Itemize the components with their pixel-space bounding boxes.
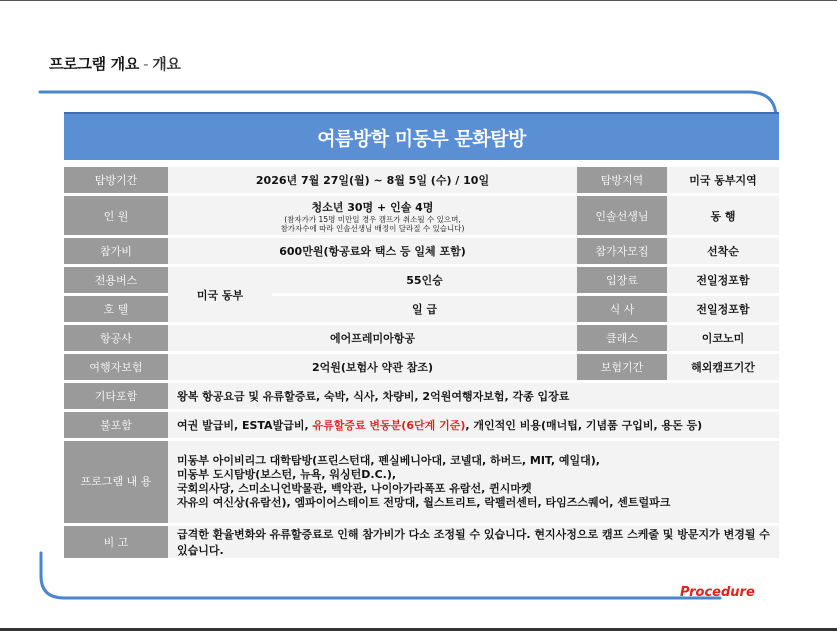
value-excluded	[168, 412, 779, 438]
label-period: 탐방기간	[64, 167, 168, 193]
row-included	[64, 383, 779, 409]
title-main: 프로그램 개요	[49, 55, 140, 73]
value-remarks: 급격한 환율변화와 유류할증료로 인해 참가비가 다소 조정될 수 있습니다. 현지사정으로 캠프 스케줄 및 방문지가 변경될 수 있습니다.	[168, 526, 779, 558]
program-info-card	[64, 112, 779, 566]
program-banner-title: 여름방학 미동부 문화탐방	[64, 112, 779, 160]
label-fee: 참가비	[64, 238, 168, 264]
value-bus: 55인승	[272, 267, 577, 293]
value-insurance: 2억원(보험사 약관 참조)	[168, 354, 577, 380]
value-escort: 동 행	[667, 196, 779, 235]
program-line: 미동부 아이비리그 대학탐방(프린스턴대, 펜실베니아대, 코넬대, 하버드, MIT, 예일대),	[177, 454, 600, 467]
program-line: 미동부 도시탐방(보스턴, 뉴욕, 워싱턴D.C.),	[177, 468, 397, 481]
value-period: 2026년 7월 27일(월) ~ 8월 5일 (수) / 10일	[168, 167, 577, 193]
row-insurance	[64, 354, 779, 380]
row-bus	[64, 267, 779, 293]
label-region: 탐방지역	[577, 167, 667, 193]
program-line: 국회의사당, 스미소니언박물관, 백악관, 나이아가라폭포 유람선, 퀸시마켓	[177, 482, 532, 495]
value-airline: 에어프레미아항공	[168, 325, 577, 351]
label-remarks: 비 고	[64, 526, 168, 558]
excluded-text-pre: 여권 발급비, ESTA발급비,	[177, 419, 309, 432]
label-included: 기타포함	[64, 383, 168, 409]
row-fee	[64, 238, 779, 264]
row-excluded	[64, 412, 779, 438]
label-excluded: 불포함	[64, 412, 168, 438]
row-remarks	[64, 526, 779, 558]
value-hotel: 일 급	[272, 296, 577, 322]
row-people	[64, 196, 779, 235]
value-included: 왕복 항공요금 및 유류할증료, 숙박, 식사, 차량비, 2억원여행자보험, 각종 입장료	[168, 383, 779, 409]
label-insurance-period: 보험기간	[577, 354, 667, 380]
label-meal: 식 사	[577, 296, 667, 322]
label-class: 클래스	[577, 325, 667, 351]
excluded-text-highlight: 유류할증료 변동분(6단계 기준)	[312, 419, 466, 432]
value-recruit: 선착순	[667, 238, 779, 264]
value-insurance-period: 해외캠프기간	[667, 354, 779, 380]
label-admission: 입장료	[577, 267, 667, 293]
procedure-brand-label: Procedure	[680, 585, 755, 600]
title-separator: -	[143, 55, 149, 73]
row-airline	[64, 325, 779, 351]
label-people: 인 원	[64, 196, 168, 235]
value-fee: 600만원(항공료와 택스 등 일체 포함)	[168, 238, 577, 264]
value-admission: 전일정포함	[667, 267, 779, 293]
people-note-2: 참가자수에 따라 인솔선생님 배정이 달라질 수 있습니다)	[280, 223, 465, 233]
label-insurance: 여행자보험	[64, 354, 168, 380]
title-subtitle: 개요	[152, 55, 181, 73]
label-program: 프로그램 내 용	[64, 441, 168, 523]
people-note-1: (참자가가 15명 미만일 경우 캠프가 취소될 수 있으며,	[284, 214, 461, 224]
label-recruit: 참가자모집	[577, 238, 667, 264]
value-us-east: 미국 동부	[168, 267, 272, 322]
label-hotel: 호 텔	[64, 296, 168, 322]
value-meal: 전일정포함	[667, 296, 779, 322]
label-airline: 항공사	[64, 325, 168, 351]
label-bus: 전용버스	[64, 267, 168, 293]
value-class: 이코노미	[667, 325, 779, 351]
label-escort: 인솔선생님	[577, 196, 667, 235]
excluded-text-post: , 개인적인 비용(매너팁, 기념품 구입비, 용돈 등)	[465, 419, 703, 432]
program-line: 자유의 여신상(유람선), 엠파이어스테이트 전망대, 월스트리트, 락펠러센터, 타임즈스퀘어, 센트럴파크	[177, 496, 671, 509]
people-main: 청소년 30명 + 인솔 4명	[311, 200, 434, 214]
program-info-table	[64, 164, 779, 561]
row-period	[64, 167, 779, 193]
value-program	[168, 441, 779, 523]
row-program	[64, 441, 779, 523]
value-region: 미국 동부지역	[667, 167, 779, 193]
value-people	[168, 196, 577, 235]
